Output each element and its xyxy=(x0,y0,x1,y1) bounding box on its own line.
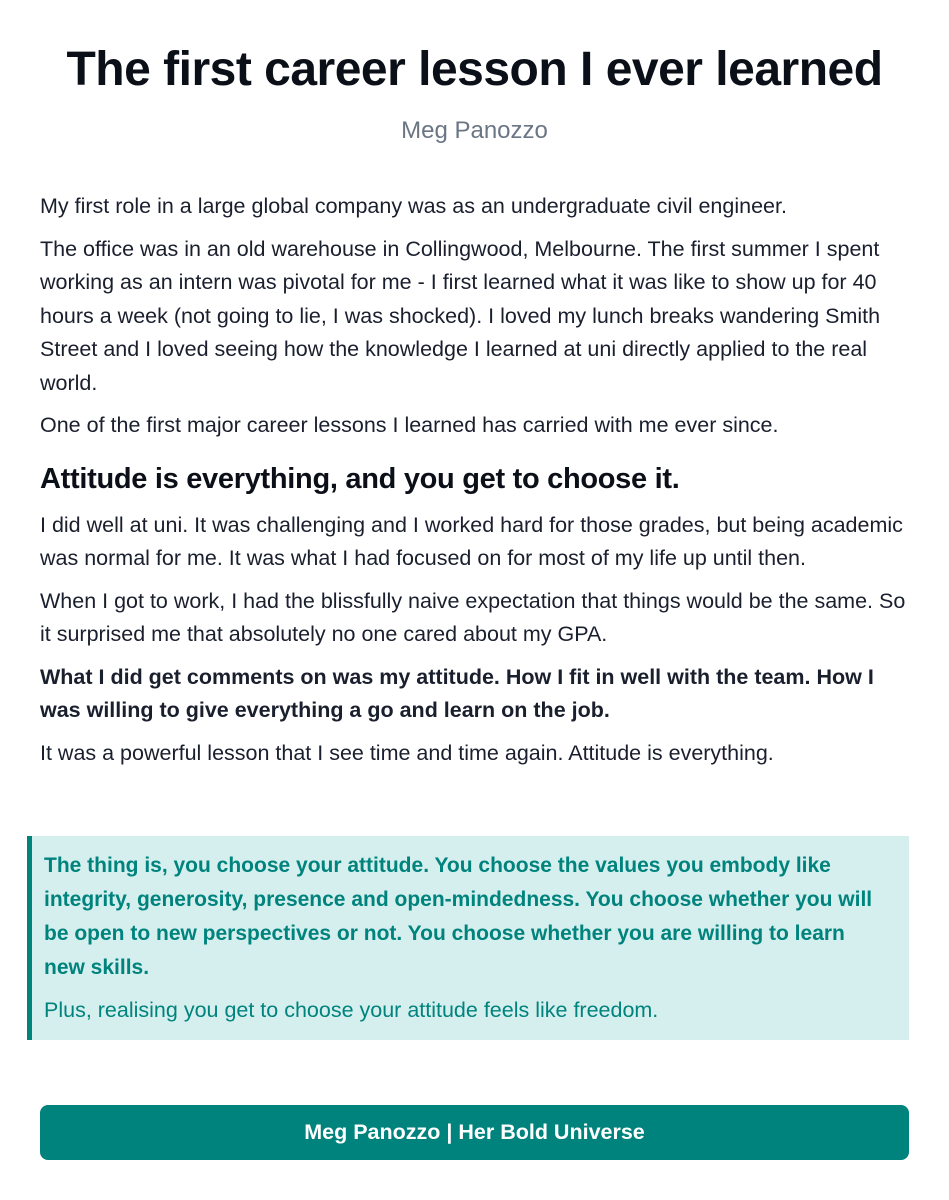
article-author: Meg Panozzo xyxy=(401,117,548,144)
callout-quote xyxy=(27,836,909,1040)
footer-label: Meg Panozzo | Her Bold Universe xyxy=(304,1120,645,1144)
paragraph: When I got to work, I had the blissfully naive expectation that things would be the same. So it surprised me that absolutely no one cared about my GPA. xyxy=(40,588,906,646)
paragraph: One of the first major career lessons I learned has carried with me ever since. xyxy=(40,413,779,437)
section-heading: Attitude is everything, and you get to choose it. xyxy=(40,462,680,495)
paragraph: My first role in a large global company was as an undergraduate civil engineer. xyxy=(40,194,787,218)
article-title: The first career lesson I ever learned xyxy=(66,43,883,96)
paragraph: The office was in an old warehouse in Collingwood, Melbourne. The first summer I spent working as an intern was pivotal for me - I first learned what it was like to show up for 40 hours a week (not going to lie, I was shocked). I loved my lunch breaks wandering Smith Street and I loved seeing how the knowledge I learned at uni directly applied to the real world. xyxy=(40,236,881,395)
callout-bold-text: The thing is, you choose your attitude. You choose the values you embody like integrity, generosity, presence and open-mindedness. You choose whether you will be open to new perspectives or not. You choose whether you are willing to learn new skills. xyxy=(44,854,873,979)
paragraph: I did well at uni. It was challenging and I worked hard for those grades, but being academic was normal for me. It was what I had focused on for most of my life up until then. xyxy=(40,512,903,570)
closing-paragraph: It was a powerful lesson that I see time and time again. Attitude is everything. xyxy=(40,740,774,765)
footer-banner xyxy=(40,1105,909,1160)
callout-text: Plus, realising you get to choose your attitude feels like freedom. xyxy=(44,998,659,1022)
article-body xyxy=(40,190,909,779)
bold-paragraph: What I did get comments on was my attitude. How I fit in well with the team. How I was willing to give everything a go and learn on the job. xyxy=(40,664,874,722)
